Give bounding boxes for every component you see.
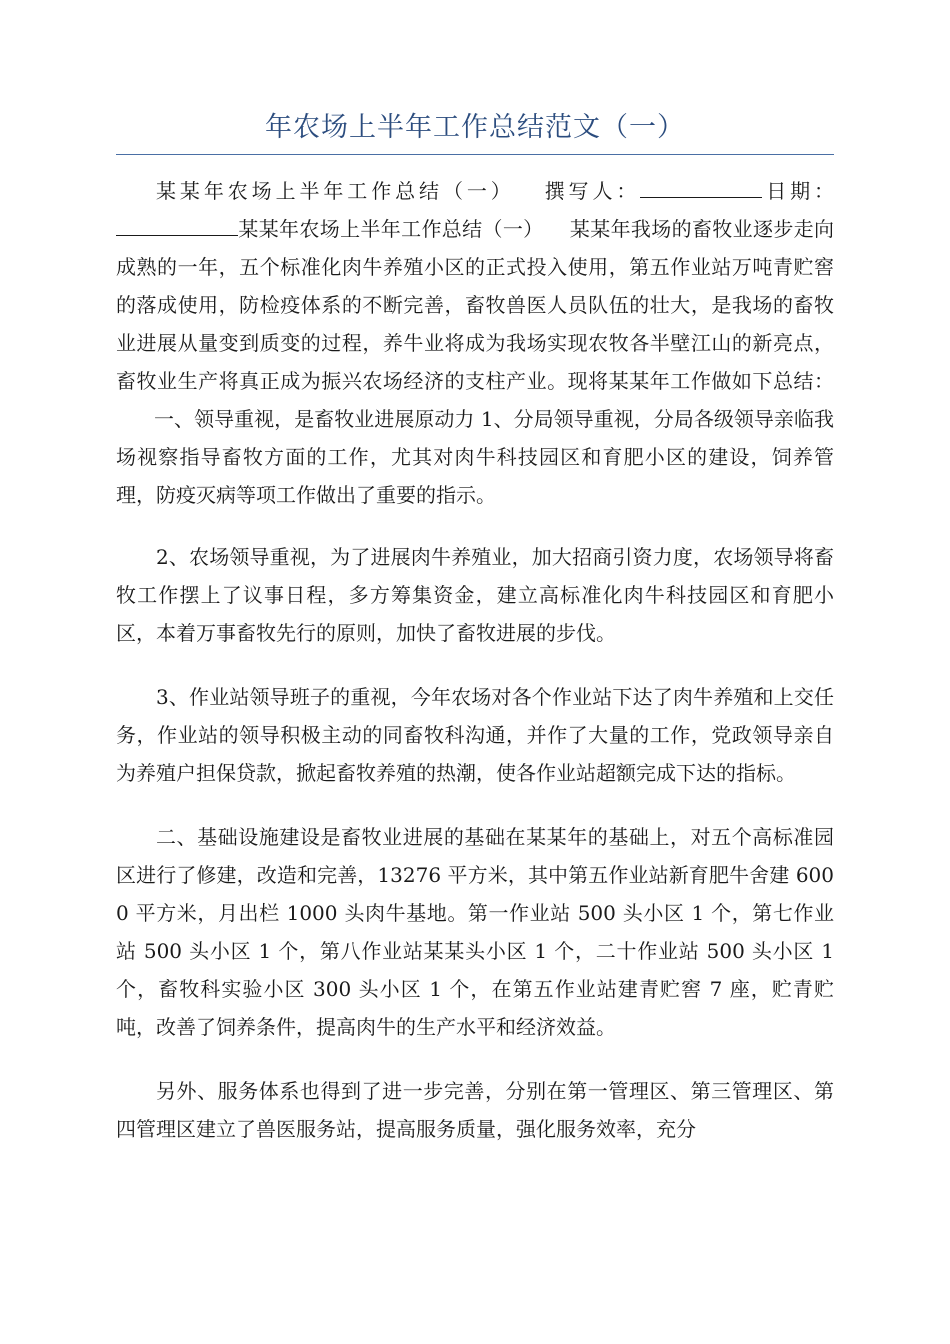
title-underline [116,154,834,155]
intro-heading-repeat: 某某年农场上半年工作总结（一） [238,217,544,241]
document-title: 年农场上半年工作总结范文（一） [265,112,685,143]
paragraph-5: 另外、服务体系也得到了进一步完善，分别在第一管理区、第三管理区、第四管理区建立了兽医服务站，提高服务质量，强化服务效率，充分 [116,1079,834,1141]
document-body [116,172,834,1174]
date-label: 日期： [762,179,835,203]
author-blank [640,175,762,198]
intro-text-b: 一、领导重视，是畜牧业进展原动力 1、分局领导重视，分局各级领导亲临我场视察指导畜牧方面的工作，尤其对肉牛科技园区和育肥小区的建设，饲养管理，防疫灭病等项工作做出了重要的指示。 [116,407,834,507]
paragraph-3: 3、作业站领导班子的重视，今年农场对各个作业站下达了肉牛养殖和上交任务，作业站的领导积极主动的同畜牧科沟通，并作了大量的工作，党政领导亲自为养殖户担保贷款，掀起畜牧养殖的热潮，使各作业站超额完成下达的指标。 [116,685,834,785]
paragraph-4: 二、基础设施建设是畜牧业进展的基础在某某年的基础上，对五个高标准园区进行了修建，改造和完善，13276 平方米，其中第五作业站新育肥牛舍建 6000 平方米，月出栏 1000 头肉牛基地。第一作业站 500 头小区 1 个，第七作业站 500 头小区 1 个，第八作业站某某头小区 1 个，二十作业站 500 头小区 1 个，畜牧科实验小区 300 头小区 1 个，在第五作业站建青贮窖 7 座，贮青贮吨，改善了饲养条件，提高肉牛的生产水平和经济效益。 [116,825,834,1039]
intro-paragraph [116,172,834,514]
intro-text-a: 某某年我场的畜牧业逐步走向成熟的一年，五个标准化肉牛养殖小区的正式投入使用，第五作业站万吨青贮窖的落成使用，防检疫体系的不断完善，畜牧兽医人员队伍的壮大，是我场的畜牧业进展从量变到质变的过程，养牛业将成为我场实现农牧各半壁江山的新亮点，畜牧业生产将真正成为振兴农场经济的支柱产业。现将某某年工作做如下总结： [116,217,835,393]
author-label: 撰写人： [540,179,641,203]
intro-subtitle: 某某年农场上半年工作总结（一） [156,179,515,203]
paragraph-2: 2、农场领导重视，为了进展肉牛养殖业，加大招商引资力度，农场领导将畜牧工作摆上了议事日程，多方筹集资金，建立高标准化肉牛科技园区和育肥小区，本着万事畜牧先行的原则，加快了畜牧进展的步伐。 [116,545,834,645]
date-blank [116,213,238,236]
